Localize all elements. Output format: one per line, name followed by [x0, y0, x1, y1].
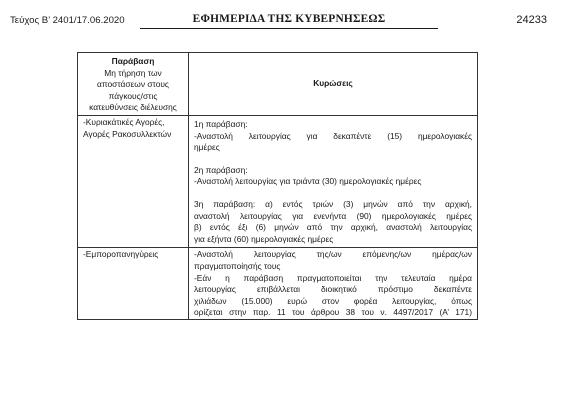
row-label-line: -Κυριακάτικές Αγορές,	[83, 116, 165, 127]
row-sanctions-fairs	[189, 248, 478, 320]
header-violation-line: Μη τήρηση των	[104, 67, 162, 78]
sanction-line: 1η παράβαση:	[194, 118, 248, 129]
sanction-line: 2η παράβαση:	[194, 164, 248, 175]
table-row	[78, 115, 478, 247]
sanction-line: αναστολή λειτουργίας για ενενήντα (90) ημερολογιακές ημέρες	[194, 210, 472, 221]
sanction-line: -Εάν η παράβαση πραγματοποιείται την τελευταία ημέρα	[194, 272, 472, 283]
sanction-line: ορίζεται στην παρ. 11 του άρθρου 38 του ν. 4497/2017 (Α’ 171)	[194, 307, 472, 318]
gazette-title: ΕΦΗΜΕΡΙΔΑ ΤΗΣ ΚΥΒΕΡΝΗΣΕΩΣ	[192, 13, 386, 25]
sanction-line: -Αναστολή λειτουργίας της/ων επόμενης/ων ημέρας/ων	[194, 249, 472, 260]
sanction-line: β) εντός έξι (6) μηνών από την αρχική, αναστολή λειτουργίας	[194, 222, 472, 233]
header-cell-sanctions: Κυρώσεις	[189, 53, 478, 116]
sanction-line: -Αναστολή λειτουργίας για τριάντα (30) ημερολογιακές ημέρες	[194, 176, 422, 187]
sanction-line: πραγματοποίησής τους	[194, 260, 281, 271]
header-violation-line: αποστάσεων στους	[97, 79, 169, 90]
sanction-line: 3η παράβαση: α) εντός τριών (3) μηνών από την αρχική,	[194, 198, 472, 209]
sanction-line: ημέρες	[194, 142, 220, 153]
header-violation-title: Παράβαση	[111, 56, 155, 66]
gazette-title-rule	[140, 28, 438, 29]
sanction-line: λειτουργίας επιβάλλεται διοικητικό πρόστιμο δεκαπέντε	[194, 284, 472, 295]
sanctions-table	[77, 52, 478, 320]
page-number: 24233	[516, 14, 547, 26]
row-label-line: -Εμποροπανηγύρεις	[83, 249, 159, 260]
sanction-line: για εξήντα (60) ημερολογιακές ημέρες	[194, 233, 334, 244]
header-cell-violation	[78, 53, 189, 116]
page-header	[0, 0, 563, 36]
sanction-line: χιλιάδων (15.000) ευρώ στον φορέα λειτουργίας, όπως	[194, 295, 472, 306]
sanction-line: -Αναστολή λειτουργίας για δεκαπέντε (15) ημερολογιακές	[194, 130, 472, 141]
row-label-fairs	[78, 248, 189, 320]
row-sanctions-sunday-markets	[189, 115, 478, 247]
row-label-sunday-markets	[78, 115, 189, 247]
table-header-row	[78, 53, 478, 116]
header-violation-line: πάγκους/στις	[108, 90, 158, 101]
issue-reference: Τεύχος Β’ 2401/17.06.2020	[10, 15, 125, 26]
header-violation-line: κατευθύνσεις διέλευσης	[89, 102, 177, 113]
row-label-line: Αγορές Ρακοσυλλεκτών	[83, 128, 172, 139]
table-row	[78, 248, 478, 320]
